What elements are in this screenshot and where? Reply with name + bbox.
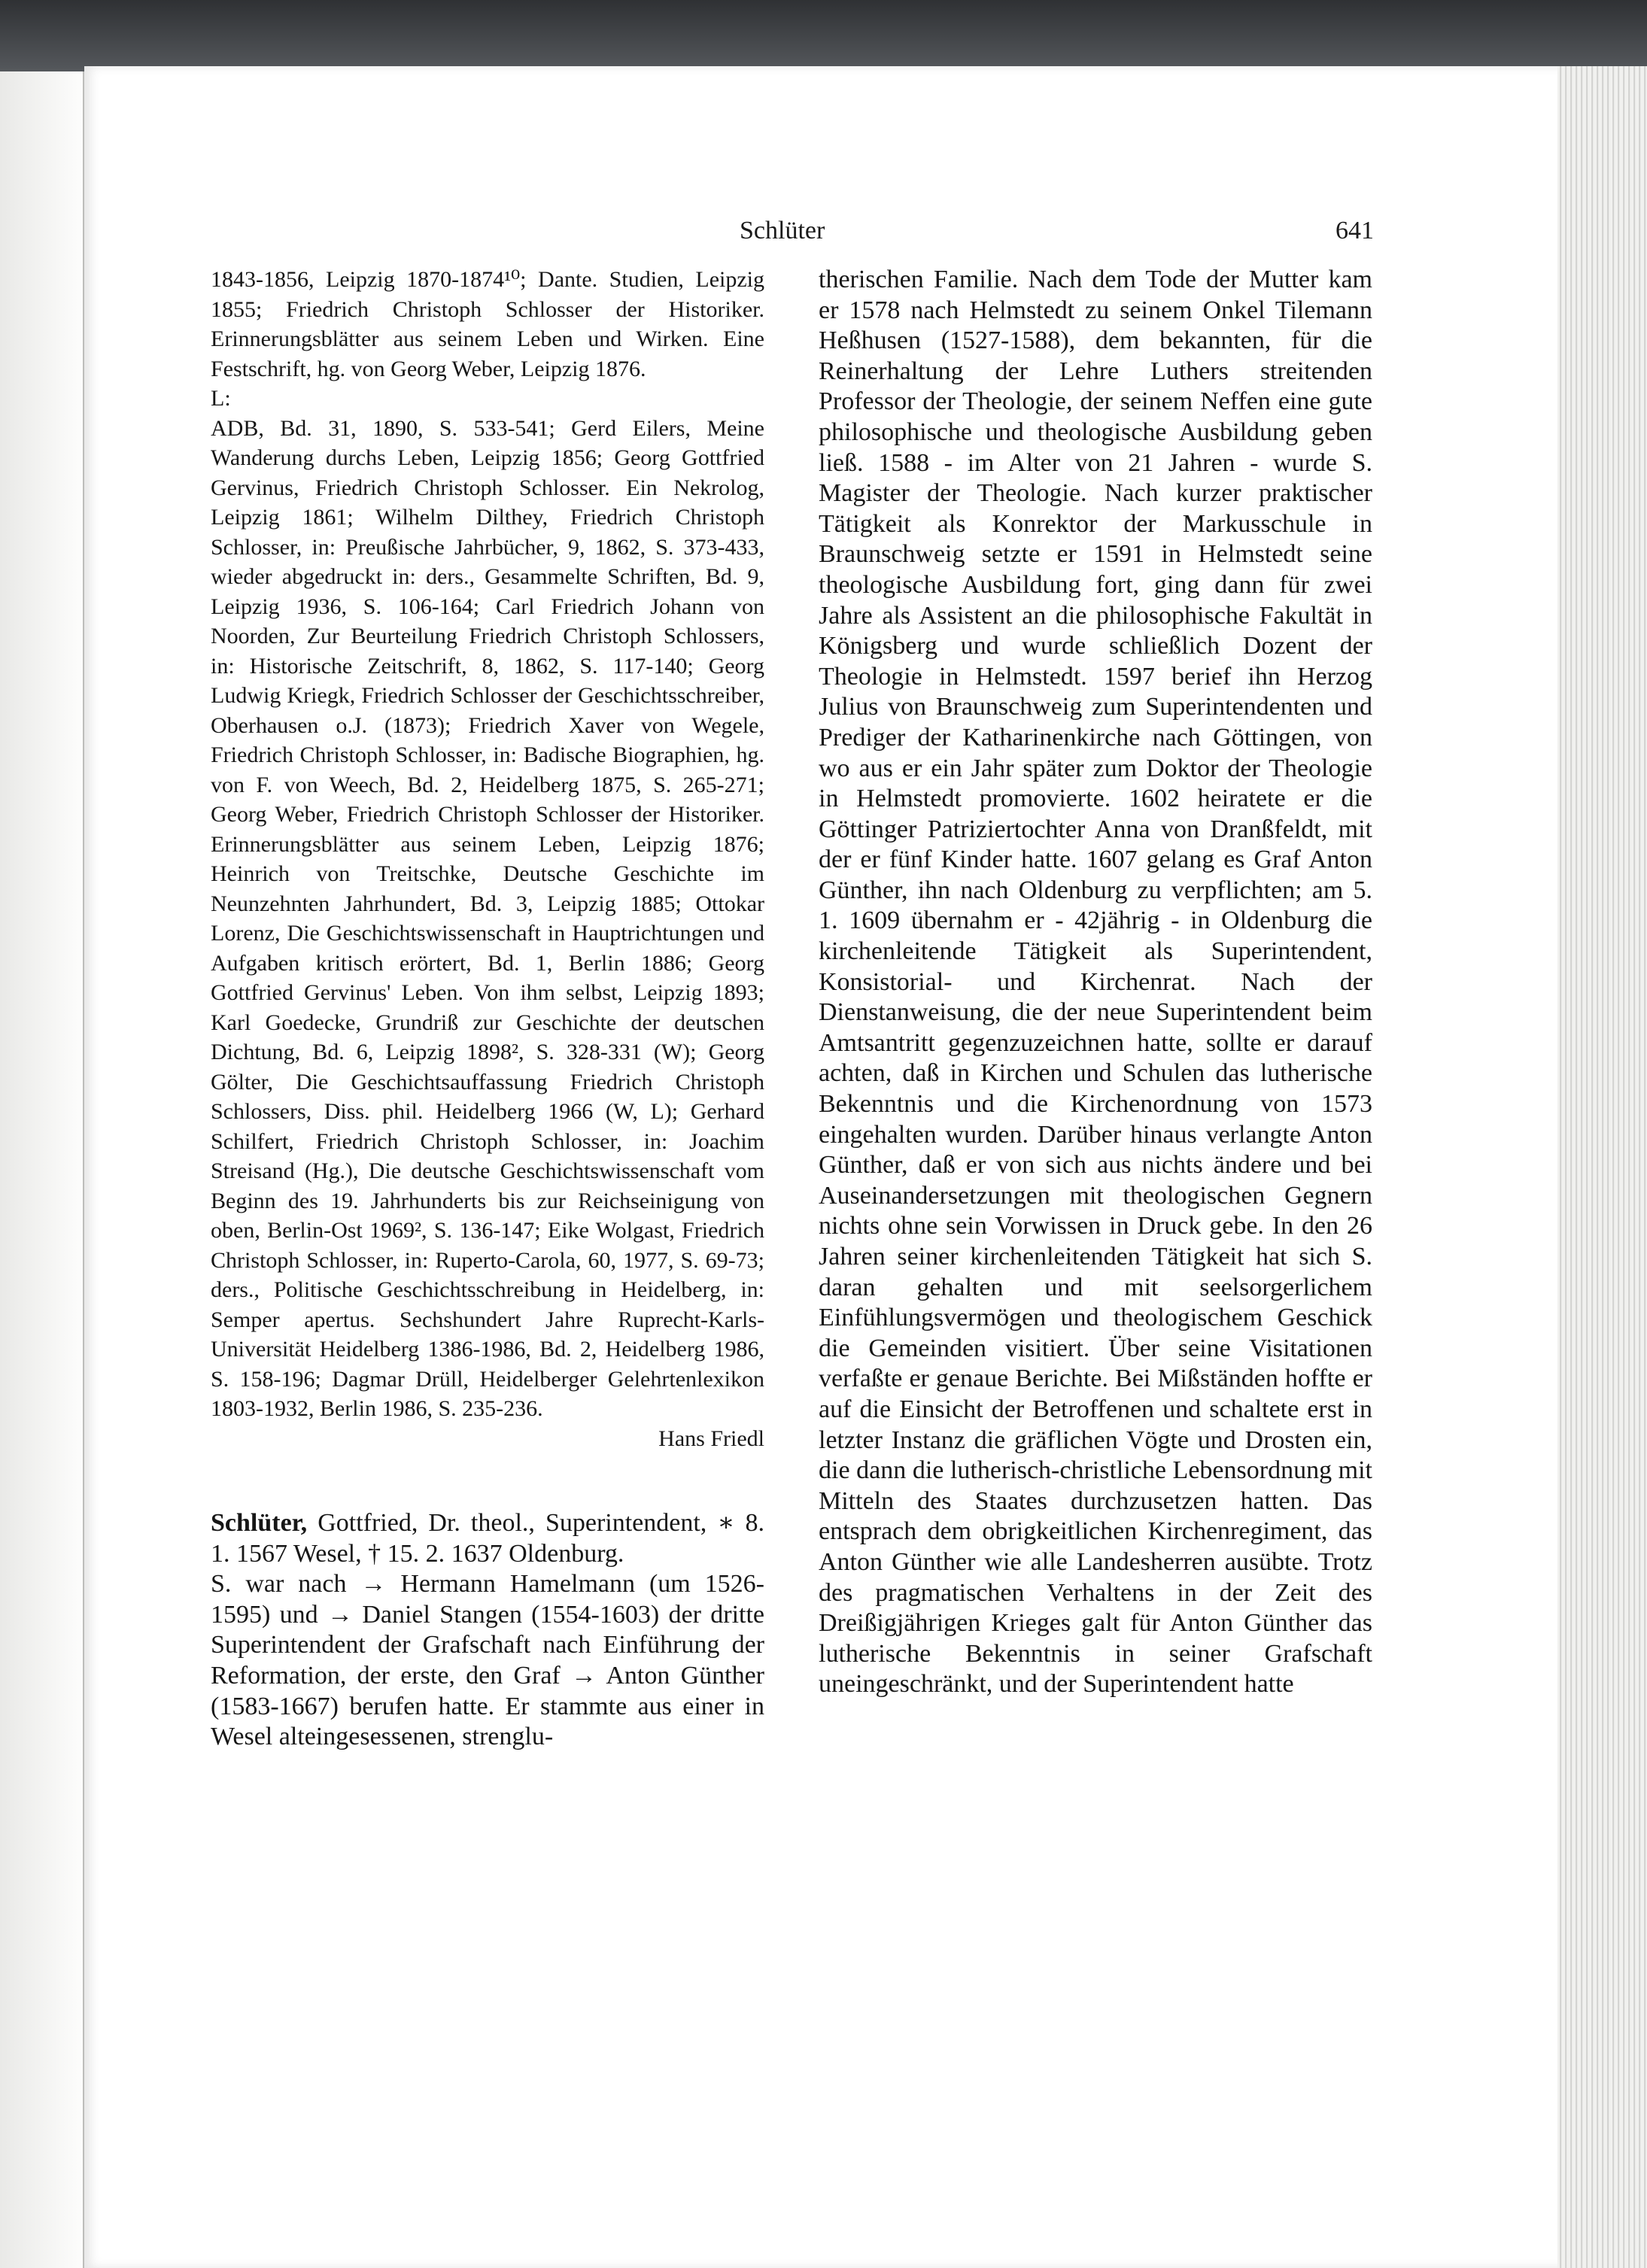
article-author: Hans Friedl	[658, 1425, 764, 1451]
entry-headline	[211, 1508, 764, 1569]
left-column	[211, 265, 764, 1753]
page-stack-edge	[1557, 66, 1647, 2268]
running-header: Schlüter	[740, 217, 825, 244]
works-continued: 1843-1856, Leipzig 1870-1874¹⁰; Dante. Studien, Leipzig 1855; Friedrich Christoph Schlosser der Historiker. Erinnerungsblätter aus seinem Leben und Wirken. Eine Festschrift, hg. von Georg Weber, Leipzig 1876.	[211, 267, 764, 381]
literature-list: ADB, Bd. 31, 1890, S. 533-541; Gerd Eilers, Meine Wanderung durchs Leben, Leipzig 1856; Georg Gottfried Gervinus, Friedrich Christoph Schlosser. Ein Nekrolog, Leipzig 1861; Wilhelm Dilthey, Friedrich Christoph Schlosser, in: Preußische Jahrbücher, 9, 1862, S. 373-433, wieder abgedruckt in: ders., Gesammelte Schriften, Bd. 9, Leipzig 1936, S. 106-164; Carl Friedrich Johann von Noorden, Zur Beurteilung Friedrich Christoph Schlossers, in: Historische Zeitschrift, 8, 1862, S. 117-140; Georg Ludwig Kriegk, Friedrich Schlosser der Geschichtsschreiber, Oberhausen o.J. (1873); Friedrich Xaver von Wegele, Friedrich Christoph Schlosser, in: Badische Biographien, hg. von F. von Weech, Bd. 2, Heidelberg 1875, S. 265-271; Georg Weber, Friedrich Christoph Schlosser der Historiker. Erinnerungsblätter aus seinem Leben, Leipzig 1876; Heinrich von Treitschke, Deutsche Geschichte im Neunzehnten Jahrhundert, Bd. 3, Leipzig 1885; Ottokar Lorenz, Die Geschichtswissenschaft in Hauptrichtungen und Aufgaben kritisch erörtert, Bd. 1, Berlin 1886; Georg Gottfried Gervinus' Leben. Von ihm selbst, Leipzig 1893; Karl Goedecke, Grundriß zur Geschichte der deutschen Dichtung, Bd. 6, Leipzig 1898², S. 328-331 (W); Georg Gölter, Die Geschichtsauffassung Friedrich Christoph Schlossers, Diss. phil. Heidelberg 1966 (W, L); Gerhard Schilfert, Friedrich Christoph Schlosser, in: Joachim Streisand (Hg.), Die deutsche Geschichtswissenschaft vom Beginn des 19. Jahrhunderts bis zur Reichseinigung von oben, Berlin-Ost 1969², S. 136-147; Eike Wolgast, Friedrich Christoph Schlosser, in: Ruperto-Carola, 60, 1977, S. 69-73; ders., Politische Geschichtsschreibung in Heidelberg, in: Semper apertus. Sechshundert Jahre Ruprecht-Karls-Universität Heidelberg 1386-1986, Bd. 2, Heidelberg 1986, S. 158-196; Dagmar Drüll, Heidelberger Gelehrtenlexikon 1803-1932, Berlin 1986, S. 235-236.	[211, 415, 764, 1421]
book-edge	[0, 0, 1647, 71]
right-column	[819, 265, 1372, 1700]
entry-details: Gottfried, Dr. theol., Superintendent, ∗ 8. 1. 1567 Wesel, † 15. 2. 1637 Oldenburg.	[211, 1509, 764, 1568]
page-number: 641	[1336, 217, 1374, 244]
facing-page-edge	[0, 71, 84, 2268]
literature-label: L:	[211, 386, 231, 411]
entry-name: Schlüter,	[211, 1509, 308, 1537]
entry-separator	[211, 1453, 764, 1508]
right-column-text: therischen Familie. Nach dem Tode der Mutter kam er 1578 nach Helmstedt zu seinem Onkel Tilemann Heßhusen (1527-1588), dem bekannten, für die Reinerhaltung der Lehre Luthers streitenden Professor der Theologie, der seinem Neffen eine gute philosophische und theologische Ausbildung geben ließ. 1588 - im Alter von 21 Jahren - wurde S. Magister der Theologie. Nach kurzer praktischer Tätigkeit als Konrektor der Markusschule in Braunschweig setzte er 1591 in Helmstedt seine theologische Ausbildung fort, ging dann für zwei Jahre als Assistent an die philosophische Fakultät in Königsberg und wurde schließlich Dozent der Theologie in Helmstedt. 1597 berief ihn Herzog Julius von Braunschweig zum Superintendenten und Prediger der Katharinenkirche nach Göttingen, von wo aus er ein Jahr später zum Doktor der Theologie in Helmstedt promovierte. 1602 heiratete er die Göttinger Patriziertochter Anna von Dranßfeldt, mit der er fünf Kinder hatte. 1607 gelang es Graf Anton Günther, ihn nach Oldenburg zu verpflichten; am 5. 1. 1609 übernahm er - 42jährig - in Oldenburg die kirchenleitende Tätigkeit als Superintendent, Konsistorial- und Kirchenrat. Nach der Dienstanweisung, die der neue Superintendent beim Amtsantritt gegenzuzeichnen hatte, sollte er darauf achten, daß in Kirchen und Schulen das lutherische Bekenntnis und die Kirchenordnung von 1573 eingehalten wurden. Darüber hinaus verlangte Anton Günther, daß er von sich aus nichts ändere und bei Auseinandersetzungen mit theologischen Gegnern nichts ohne sein Vorwissen in Druck gebe. In den 26 Jahren seiner kirchenleitenden Tätigkeit hat sich S. daran gehalten und mit seelsorgerlichem Einfühlungsvermögen und theologischem Geschick die Gemeinden visitiert. Über seine Visitationen verfaßte er genaue Berichte. Bei Mißständen hoffte er auf die Einsicht der Betroffenen und schaltete erst in letzter Instanz die gräflichen Vögte und Drosten ein, die dann die lutherisch-christliche Lebensordnung mit Mitteln des Staates durchzusetzen hatten. Das entsprach dem obrigkeitlichen Kirchenregiment, das Anton Günther wie alle Landesherren ausübte. Trotz des pragmatischen Verhaltens in der Zeit des Dreißigjährigen Krieges galt für Anton Günther das lutherische Bekenntnis in seiner Grafschaft uneingeschränkt, und der Superintendent hatte	[819, 266, 1372, 1699]
entry-body: S. war nach → Hermann Hamelmann (um 1526-1595) und → Daniel Stangen (1554-1603) der dritte Superintendent der Grafschaft nach Einführung der Reformation, der erste, den Graf → Anton Günther (1583-1667) berufen hatte. Er stammte aus einer in Wesel alteingesessenen, strenglu-	[211, 1570, 764, 1751]
